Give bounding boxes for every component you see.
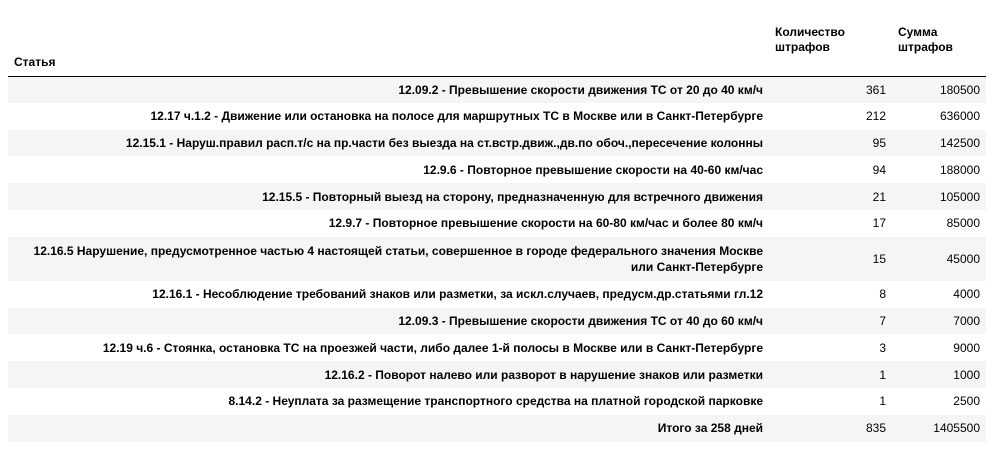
- article-cell: 12.15.1 - Наруш.правил расп.т/с на пр.части без выезда на ст.встр.движ.,дв.по обоч.,пересечение колонны: [125, 135, 763, 150]
- sum-cell: 45000: [946, 251, 980, 266]
- count-cell: 212: [865, 109, 886, 124]
- table-row: [8, 237, 986, 281]
- sum-cell: 9000: [953, 340, 980, 355]
- article-cell: 12.16.5 Нарушение, предусмотренное частью 4 настоящей статьи, совершенное в городе федерального значения Москве или Санкт-Петербурге: [33, 243, 763, 274]
- table-body: [8, 76, 986, 442]
- count-cell: 95: [872, 135, 886, 150]
- article-cell: 8.14.2 - Неуплата за размещение транспортного средства на платной городской парковке: [228, 394, 763, 409]
- article-cell: 12.16.2 - Поворот налево или разворот в нарушение знаков или разметки: [324, 367, 763, 382]
- article-cell: 12.09.3 - Превышение скорости движения ТС от 40 до 60 км/ч: [398, 313, 763, 328]
- header-sum: [892, 10, 986, 76]
- article-cell: 12.15.5 - Повторный выезд на сторону, предназначенную для встречного движения: [262, 189, 763, 204]
- fines-table: [8, 10, 986, 442]
- article-cell: 12.17 ч.1.2 - Движение или остановка на полосе для маршрутных ТС в Москве или в Санкт-Петербурге: [150, 109, 763, 124]
- total-label-cell: Итого за 258 дней: [657, 421, 763, 436]
- count-cell: 7: [879, 313, 886, 328]
- header-count: [769, 10, 892, 76]
- header-count-line2: штрафов: [775, 39, 830, 54]
- count-cell: 17: [872, 216, 886, 231]
- total-row: [8, 415, 986, 442]
- sum-cell: 180500: [939, 82, 980, 97]
- header-count-line1: Количество: [775, 24, 845, 39]
- count-cell: 1: [879, 394, 886, 409]
- article-cell: 12.09.2 - Превышение скорости движения ТС от 20 до 40 км/ч: [398, 82, 763, 97]
- sum-cell: 2500: [953, 394, 980, 409]
- count-cell: 361: [865, 82, 886, 97]
- table-row: [8, 130, 986, 157]
- table-row: [8, 334, 986, 361]
- header-sum-line2: штрафов: [898, 39, 953, 54]
- header-row: [8, 10, 986, 76]
- total-sum-cell: 1405500: [933, 421, 980, 436]
- count-cell: 8: [879, 287, 886, 302]
- article-cell: 12.9.6 - Повторное превышение скорости на 40-60 км/час: [423, 162, 763, 177]
- table-header: [8, 10, 986, 76]
- sum-cell: 636000: [939, 109, 980, 124]
- table-row: [8, 281, 986, 308]
- table-row: [8, 183, 986, 210]
- header-article: Статья: [8, 10, 769, 76]
- article-cell: 12.9.7 - Повторное превышение скорости на 60-80 км/час и более 80 км/ч: [328, 216, 763, 231]
- table-row: [8, 388, 986, 415]
- count-cell: 21: [872, 189, 886, 204]
- sum-cell: 1000: [953, 367, 980, 382]
- table-row: [8, 156, 986, 183]
- count-cell: 1: [879, 367, 886, 382]
- table-row: [8, 361, 986, 388]
- count-cell: 15: [872, 251, 886, 266]
- table-row: [8, 308, 986, 335]
- sum-cell: 105000: [939, 189, 980, 204]
- header-sum-line1: Сумма: [898, 24, 938, 39]
- article-cell: 12.16.1 - Несоблюдение требований знаков или разметки, за искл.случаев, предусм.др.статьями гл.12: [152, 287, 763, 302]
- sum-cell: 4000: [953, 287, 980, 302]
- sum-cell: 188000: [939, 162, 980, 177]
- table-row: [8, 210, 986, 237]
- sum-cell: 7000: [953, 313, 980, 328]
- table-row: [8, 76, 986, 103]
- article-cell: 12.19 ч.6 - Стоянка, остановка ТС на проезжей части, либо далее 1-й полосы в Москве или в Санкт-Петербурге: [102, 340, 763, 355]
- sum-cell: 142500: [939, 135, 980, 150]
- count-cell: 94: [872, 162, 886, 177]
- table-row: [8, 103, 986, 130]
- count-cell: 3: [879, 340, 886, 355]
- sum-cell: 85000: [946, 216, 980, 231]
- total-count-cell: 835: [865, 421, 886, 436]
